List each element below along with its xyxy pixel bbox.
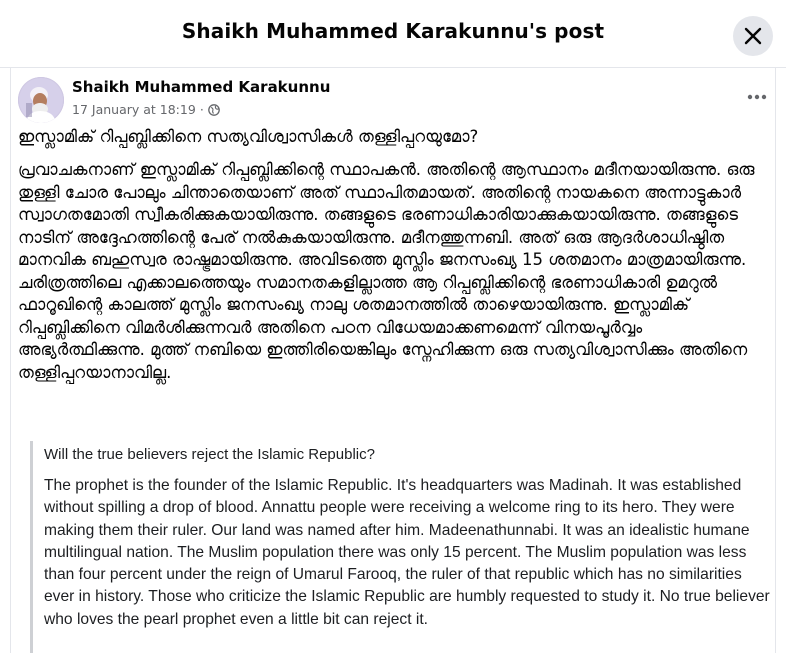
more-options-button[interactable] (742, 84, 772, 110)
more-options-icon (747, 94, 767, 100)
close-button[interactable] (733, 16, 773, 56)
post-title-malayalam: ഇസ്ലാമിക് റിപ്പബ്ലിക്കിനെ സത്യവിശ്വാസികൾ തള്ളിപ്പറയുമോ? (18, 127, 479, 146)
close-icon (744, 27, 762, 45)
dialog-title: Shaikh Muhammed Karakunnu's post (181, 19, 605, 43)
post-body-malayalam: പ്രവാചകനാണ് ഇസ്ലാമിക് റിപ്പബ്ലിക്കിന്റെ സ്ഥാപകൻ. അതിന്റെ ആസ്ഥാനം മദീനയായിരുന്നു. ഒരു തുള്ളി ചോര പോലും ചിന്താതെയാണ് അത് സ്ഥാപിതമായത്. അതിന്റെ നായകനെ അന്നാട്ടുകാർ സ്വാഗതമോതി സ്വീകരിക്കുകയായിരുന്നു. തങ്ങളുടെ ഭരണാധികാരിയാക്കുകയായിരുന്നു. തങ്ങളുടെ നാടിന് അദ്ദേഹത്തിന്റെ പേര് നൽകുകയായിരുന്നു. മദീനത്തുന്നബി. അത് ഒരു ആദർശാധിഷ്ഠിത മാനവിക ബഹുസ്വര രാഷ്ട്രമായിരുന്നു. അവിടത്തെ മുസ്ലിം ജനസംഖ്യ 15 ശതമാനം മാത്രമായിരുന്നു. ചരിത്രത്തിലെ എക്കാലത്തെയും സമാനതകളില്ലാത്ത ആ റിപ്പബ്ലിക്കിന്റെ ഭരണാധികാരി ഉമറുൽ ഫാറൂഖിന്റെ കാലത്ത് മുസ്ലിം ജനസംഖ്യ നാലു ശതമാനത്തിൽ താഴെയായിരുന്നു. ഇസ്ലാമിക് റിപ്പബ്ലിക്കിനെ വിമർശിക്കുന്നവർ അതിനെ പഠന വിധേയമാക്കണമെന്ന് വിനയപൂർവ്വം അഭ്യർത്ഥിക്കുന്നു. മുത്ത് നബിയെ ഇത്തിരിയെങ്കിലും സ്നേഹിക്കുന്ന ഒരു സത്യവിശ്വാസിക്കും അതിനെ തള്ളിപ്പറയാനാവില്ല. (18, 160, 755, 382)
translation-title: Will the true believers reject the Islamic Republic? (44, 446, 375, 463)
meta-separator: · (199, 102, 204, 117)
post-timestamp[interactable]: 17 January at 18:19 (72, 102, 196, 117)
post-dialog-header (0, 0, 786, 68)
globe-icon[interactable] (208, 104, 220, 116)
avatar-image (18, 77, 64, 123)
post-meta (72, 102, 220, 117)
author-avatar[interactable] (18, 77, 64, 123)
translation-body: The prophet is the founder of the Islamic Republic. It's headquarters was Madinah. It was established without spilling a drop of blood. Annattu people were receiving a welcome ring to its hero. They were making them their ruler. Our land was named after him. Madeenathunnabi. It was an idealistic humane multilingual nation. The Muslim population there was only 15 percent. The Muslim population was less than four percent under the reign of Umarul Farooq, the ruler of that republic which has no similarities ever in history. Those who criticize the Islamic Republic are humbly requested to study it. No true believer who loves the pearl prophet even a little bit can reject it. (44, 477, 770, 628)
author-name[interactable]: Shaikh Muhammed Karakunnu (72, 78, 331, 96)
